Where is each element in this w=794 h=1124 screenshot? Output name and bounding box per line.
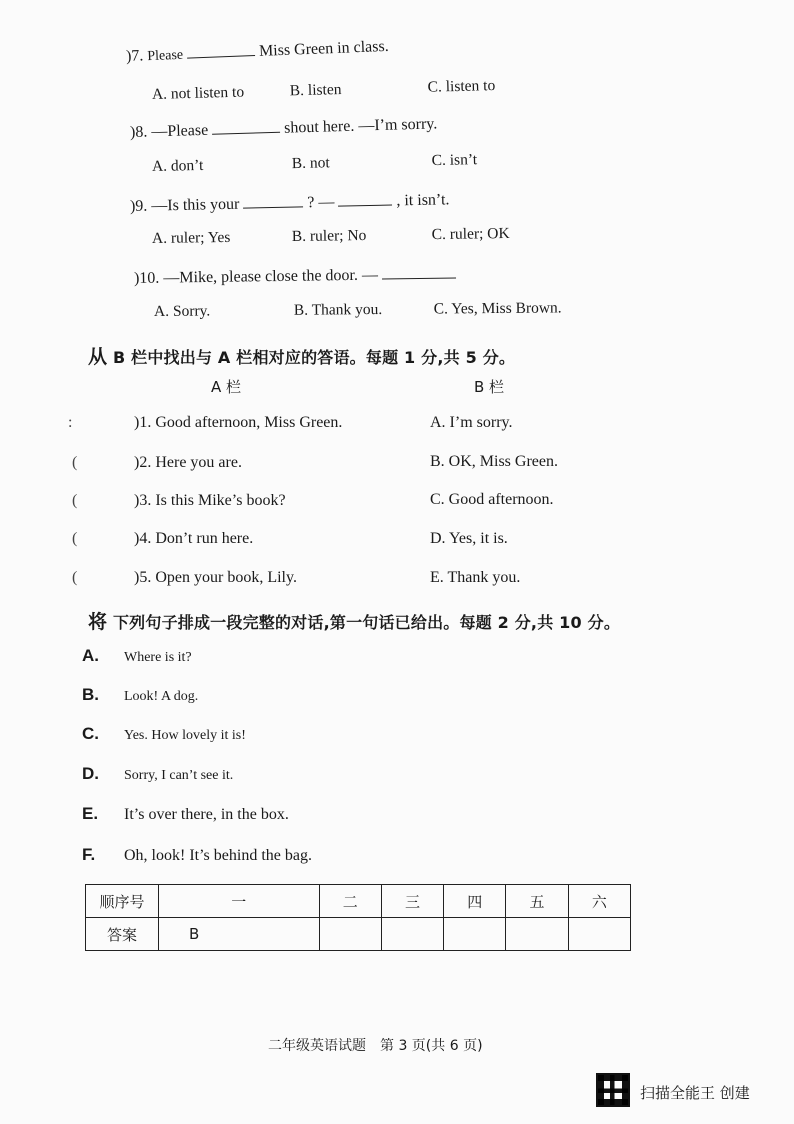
- column-header: 六: [568, 885, 630, 918]
- option-b: B. Thank you.: [293, 301, 383, 319]
- answer-blank[interactable]: [212, 118, 280, 135]
- question-8-options: [152, 150, 512, 176]
- answer-cell[interactable]: [319, 918, 381, 951]
- answer-cell[interactable]: [381, 918, 443, 951]
- order-sentence-c: [82, 724, 246, 744]
- order-sentence-b: [82, 685, 198, 705]
- question-9: [130, 189, 450, 216]
- option-a: A. ruler; Yes: [151, 228, 231, 247]
- order-sentence-e: [82, 804, 289, 824]
- scan-mark: :: [68, 414, 73, 431]
- match-item-b-1: A. I’m sorry.: [430, 414, 513, 431]
- option-b: B. listen: [289, 81, 342, 100]
- option-c: C. isn’t: [431, 151, 478, 170]
- option-b: B. not: [291, 154, 330, 173]
- question-text-pre: —Is this your: [151, 195, 240, 215]
- sentence-letter: F.: [82, 845, 96, 864]
- answer-blank[interactable]: [187, 41, 256, 59]
- sentence-text: Yes. How lovely it is!: [124, 728, 246, 743]
- question-7-options: [152, 77, 512, 104]
- column-header: 一: [159, 885, 320, 918]
- option-a: A. not listen to: [151, 83, 245, 103]
- order-sentence-f: [82, 845, 312, 865]
- sentence-text: Look! A dog.: [124, 689, 199, 704]
- question-text-post: shout here. —I’m sorry.: [283, 115, 438, 137]
- section-lead-char: 将: [88, 612, 108, 633]
- column-b-header: B 栏: [474, 378, 505, 396]
- column-header: 四: [444, 885, 506, 918]
- match-item-a-3: ( )3. Is this Mike’s book?: [72, 492, 286, 509]
- scan-mark: (: [72, 454, 78, 471]
- question-text-pre: Please: [147, 47, 184, 65]
- answer-cell[interactable]: B: [159, 918, 320, 951]
- option-c: C. Yes, Miss Brown.: [433, 299, 562, 318]
- sentence-text: Sorry, I can’t see it.: [124, 768, 234, 783]
- question-10-options: [154, 299, 574, 321]
- question-number: )7.: [125, 47, 144, 65]
- column-header: 三: [381, 885, 443, 918]
- match-item-b-5: E. Thank you.: [430, 569, 521, 586]
- sentence-letter: C.: [82, 724, 99, 743]
- question-text-pre: —Mike, please close the door. —: [163, 266, 379, 287]
- table-row-sequence: [86, 885, 631, 918]
- sentence-letter: E.: [82, 804, 99, 823]
- question-text-pre: —Please: [151, 121, 209, 141]
- order-sentence-a: [82, 646, 192, 666]
- option-b: B. ruler; No: [291, 227, 367, 246]
- section-ordering-heading: [88, 607, 620, 634]
- column-a-header: A 栏: [211, 378, 242, 396]
- answer-blank[interactable]: [382, 264, 456, 280]
- answer-cell[interactable]: [444, 918, 506, 951]
- answer-table: [85, 884, 631, 951]
- sentence-text: Oh, look! It’s behind the bag.: [124, 847, 312, 864]
- scanner-watermark: 扫描全能王 创建: [640, 1084, 750, 1102]
- question-number: )8.: [129, 123, 148, 141]
- match-item-a-2: ( )2. Here you are.: [72, 454, 242, 471]
- row-header-answer: 答案: [86, 918, 159, 951]
- question-7: [126, 36, 389, 66]
- answer-cell[interactable]: [568, 918, 630, 951]
- sentence-letter: B.: [82, 685, 99, 704]
- table-row-answers: [86, 918, 631, 951]
- match-item-b-4: D. Yes, it is.: [430, 530, 508, 547]
- section-instruction: B 栏中找出与 A 栏相对应的答语。每题 1 分,共 5 分。: [112, 348, 516, 367]
- option-a: A. don’t: [151, 156, 204, 175]
- scan-mark: (: [72, 530, 78, 547]
- match-item-a-4: ( )4. Don’t run here.: [72, 530, 254, 547]
- section-instruction: 下列句子排成一段完整的对话,第一句话已给出。每题 2 分,共 10 分。: [112, 613, 621, 632]
- question-number: )10.: [133, 269, 160, 287]
- match-item-b-2: B. OK, Miss Green.: [430, 453, 558, 470]
- sentence-text: It’s over there, in the box.: [124, 806, 289, 823]
- question-text-post: Miss Green in class.: [258, 37, 390, 60]
- section-lead-char: 从: [88, 347, 108, 368]
- sentence-letter: A.: [82, 646, 99, 665]
- answer-blank-1[interactable]: [243, 192, 303, 208]
- match-item-a-1: : )1. Good afternoon, Miss Green.: [68, 414, 343, 431]
- answer-blank-2[interactable]: [338, 191, 392, 207]
- order-sentence-d: [82, 764, 233, 784]
- column-header: 五: [506, 885, 568, 918]
- sentence-letter: D.: [82, 764, 99, 783]
- scan-mark: (: [72, 492, 78, 509]
- question-8: [130, 113, 438, 142]
- column-header: 二: [319, 885, 381, 918]
- row-header-sequence: 顺序号: [86, 885, 159, 918]
- section-matching-heading: [88, 342, 515, 369]
- option-c: C. ruler; OK: [431, 225, 510, 244]
- scan-mark: (: [72, 569, 78, 586]
- bleed-through-text: [430, 48, 443, 67]
- qr-code-icon: [596, 1073, 630, 1107]
- page-footer: 二年级英语试题 第 3 页(共 6 页): [268, 1038, 483, 1054]
- question-text-post: , it isn’t.: [396, 191, 450, 210]
- question-text-mid: ? —: [307, 193, 335, 212]
- question-9-options: [152, 225, 532, 248]
- question-number: )9.: [129, 197, 148, 215]
- option-a: A. Sorry.: [153, 302, 211, 320]
- answer-cell[interactable]: [506, 918, 568, 951]
- sentence-text: Where is it?: [124, 650, 192, 665]
- question-10: [134, 264, 456, 288]
- option-c: C. listen to: [427, 77, 496, 96]
- match-item-b-3: C. Good afternoon.: [430, 491, 554, 508]
- match-item-a-5: ( )5. Open your book, Lily.: [72, 569, 297, 586]
